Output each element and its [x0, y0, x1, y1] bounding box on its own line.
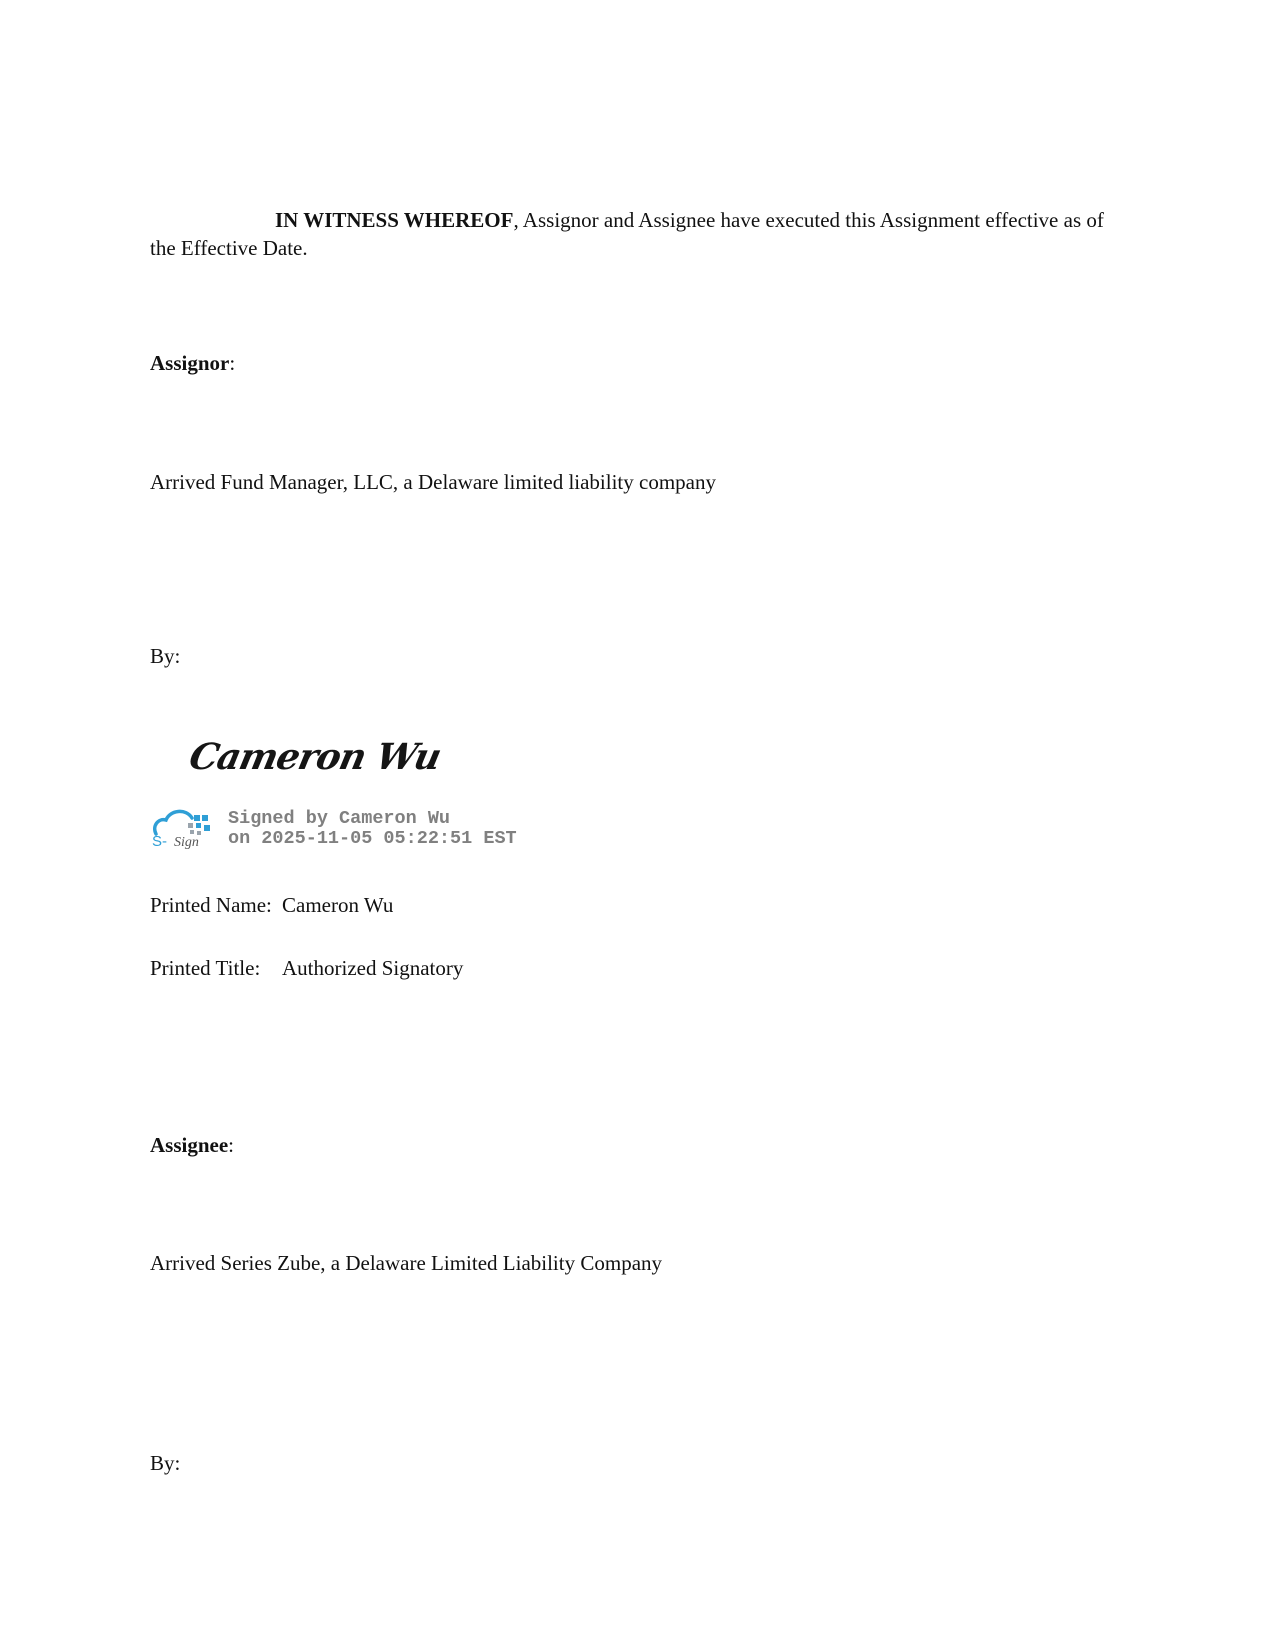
signature-stamp-signed-by: Signed by Cameron Wu	[228, 808, 451, 829]
signature-stamp-date: on 2025-11-05 05:22:51 EST	[228, 828, 517, 849]
printed-name-value: Cameron Wu	[282, 893, 394, 917]
svg-text:S-: S-	[152, 833, 167, 850]
assignee-heading	[150, 1132, 234, 1159]
assignee-entity: Arrived Series Zube, a Delaware Limited Liability Company	[150, 1251, 663, 1275]
witness-paragraph	[150, 206, 1110, 262]
assignee-heading-label: Assignee	[150, 1133, 229, 1157]
printed-title-value: Authorized Signatory	[282, 956, 464, 980]
assignor-heading-label: Assignor	[150, 351, 230, 375]
assignee-by-label: By:	[150, 1451, 181, 1475]
signature-stamp	[228, 809, 517, 849]
witness-lead: IN WITNESS WHEREOF	[275, 208, 514, 232]
svg-text:Sign: Sign	[174, 835, 199, 850]
s-sign-logo-icon	[150, 806, 220, 852]
printed-name-label: Printed Name:	[150, 893, 272, 917]
assignor-heading-colon: :	[229, 351, 236, 375]
assignor-entity: Arrived Fund Manager, LLC, a Delaware limited liability company	[150, 470, 716, 494]
assignee-heading-colon: :	[228, 1133, 235, 1157]
printed-title-label: Printed Title:	[150, 956, 261, 980]
assignor-handwritten-signature: Cameron Wu	[185, 736, 445, 778]
assignor-by-label: By:	[150, 644, 181, 668]
assignor-heading	[150, 350, 235, 377]
witness-body: , Assignor and Assignee have executed this Assignment effective as of the Effective Date.	[150, 208, 1104, 260]
